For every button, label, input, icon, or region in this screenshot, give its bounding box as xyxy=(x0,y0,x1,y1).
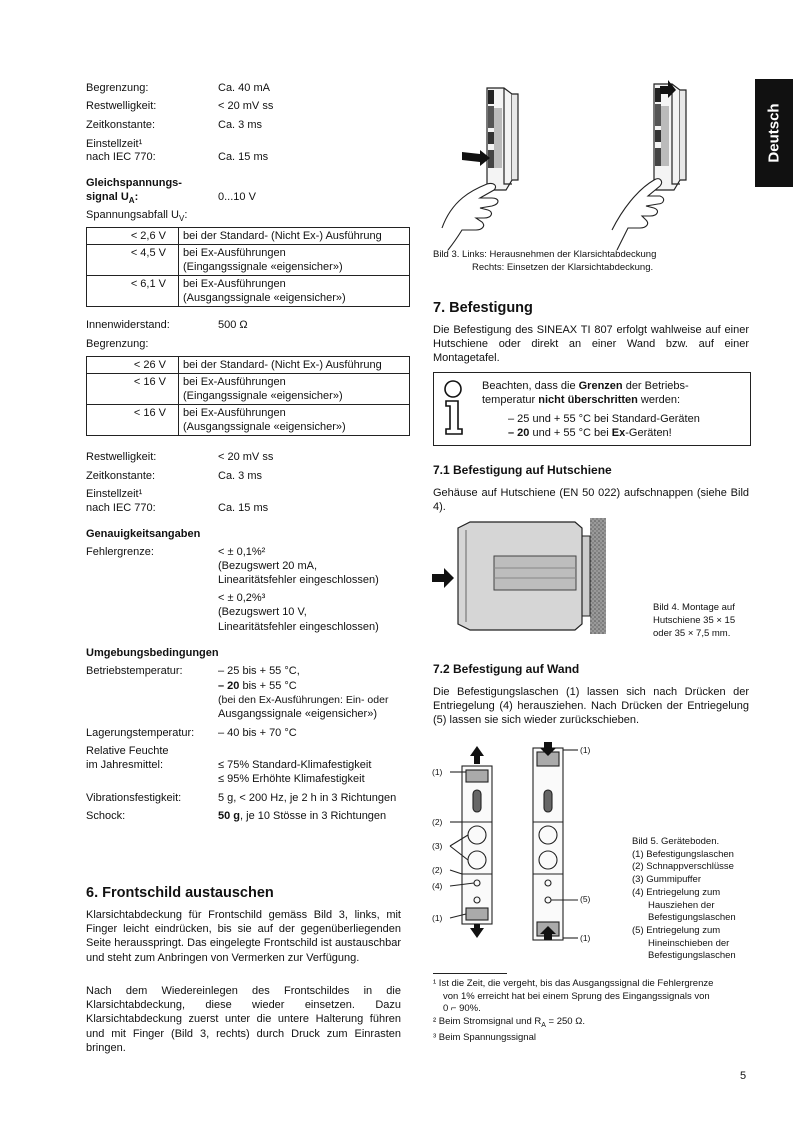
spec-value: ≤ 95% Erhöhte Klimafestigkeit xyxy=(218,773,365,785)
note-text: werden: xyxy=(637,394,681,406)
footnote xyxy=(433,1016,713,1032)
section-title: 7. Befestigung xyxy=(433,300,533,316)
spec-label: Innenwiderstand: xyxy=(86,319,170,331)
table-cell: < 16 V xyxy=(87,405,179,436)
paragraph: Klarsichtabdeckung für Frontschild gemäss Bild 3, links, mit Finger leicht eindrücken, bis sie auf der gegenüberliegenden Seite herausspringt. Das eingelegte Frontschild ist austauschbar und steht zum Anbringen von Vermerken zur Verfügung. xyxy=(86,909,401,964)
bild3-caption: Rechts: Einsetzen der Klarsichtabdeckung. xyxy=(472,262,654,273)
callout-label: (2) xyxy=(432,865,443,875)
spec-label: Einstellzeit¹ xyxy=(86,488,143,500)
spec-value: Ca. 40 mA xyxy=(218,82,270,94)
note-line: – 25 und + 55 °C bei Standard-Geräten xyxy=(508,413,700,425)
cell-line: bei Ex-Ausführungen xyxy=(183,407,286,419)
bild3-caption: Bild 3. Links: Herausnehmen der Klarsichtabdeckung xyxy=(433,249,657,260)
bold-value: – 20 xyxy=(218,680,240,692)
heading-text: signal U xyxy=(86,191,129,203)
spec-label: nach IEC 770: xyxy=(86,502,156,514)
spec-label: Lagerungstemperatur: xyxy=(86,727,195,739)
label-text: Spannungsabfall U xyxy=(86,209,179,221)
table-row xyxy=(87,245,410,276)
section-heading: Umgebungsbedingungen xyxy=(86,647,219,659)
subscript: A xyxy=(128,196,135,206)
voltage-drop-table xyxy=(86,227,410,307)
spec-value: Ca. 15 ms xyxy=(218,502,269,514)
bold-value: 50 g xyxy=(218,810,241,822)
bild3-illustration xyxy=(432,80,732,252)
table-cell: bei der Standard- (Nicht Ex-) Ausführung xyxy=(179,357,410,374)
note-text: und + 55 °C bei xyxy=(529,427,612,439)
spec-label: Fehlergrenze: xyxy=(86,546,154,558)
note-bold: – 20 xyxy=(508,427,530,439)
spec-value: < 20 mV ss xyxy=(218,100,274,112)
callout-label: (1) xyxy=(432,767,443,777)
caption-line: Bild 5. Geräteboden. xyxy=(632,836,720,847)
colon: : xyxy=(134,191,139,203)
spec-value: 0...10 V xyxy=(218,191,256,203)
spec-value: 500 Ω xyxy=(218,319,248,331)
subsection-title: 7.1 Befestigung auf Hutschiene xyxy=(433,463,612,477)
subscript: V xyxy=(178,214,185,224)
callout-label: (2) xyxy=(432,817,443,827)
footnote-text: = 250 Ω. xyxy=(545,1015,585,1027)
caption-line: (5) Entriegelung zum xyxy=(632,924,721,936)
paragraph: Die Befestigungslaschen (1) lassen sich nach Drücken der Entriegelung (4) herausziehen. Nach Drücken der Entriegelung (5) lassen sie sich wieder zurückschieben. xyxy=(433,686,749,727)
table-cell xyxy=(179,245,410,276)
paragraph: Gehäuse auf Hutschiene (EN 50 022) aufschnappen (siehe Bild 4). xyxy=(433,487,749,514)
spec-value: Linearitätsfehler eingeschlossen) xyxy=(218,574,379,586)
table-row xyxy=(87,405,410,436)
note-line xyxy=(482,379,689,393)
caption-line: Befestigungslaschen xyxy=(648,912,736,924)
cell-line: bei Ex-Ausführungen xyxy=(183,247,286,259)
callout-label: (5) xyxy=(580,894,591,904)
paragraph: Die Befestigung des SINEAX TI 807 erfolgt wahlweise auf einer Hutschiene oder direkt an einer Wand bzw. auf einer Montagetafel. xyxy=(433,324,749,365)
subsection-title: 7.2 Befestigung auf Wand xyxy=(433,662,580,676)
note-text: temperatur xyxy=(482,394,539,406)
note-bold: nicht überschritten xyxy=(538,394,638,406)
cell-line: (Ausgangssignale «eigensicher») xyxy=(183,292,346,304)
cell-line: bei Ex-Ausführungen xyxy=(183,278,286,290)
footnote-divider xyxy=(433,973,507,974)
spec-value: ≤ 75% Standard-Klimafestigkeit xyxy=(218,759,372,771)
callout-label: (3) xyxy=(432,841,443,851)
section-heading xyxy=(86,190,138,208)
spec-value: Ca. 3 ms xyxy=(218,119,263,131)
limit-table xyxy=(86,356,410,436)
note-text: -Geräten! xyxy=(625,427,672,439)
bild4-caption: Hutschiene 35 × 15 xyxy=(653,615,736,626)
spec-value: < ± 0,1%² xyxy=(218,546,266,558)
note-bold: Ex xyxy=(611,427,626,439)
callout-label: (1) xyxy=(580,933,591,943)
callout-label: (1) xyxy=(580,745,591,755)
spec-label: Restwelligkeit: xyxy=(86,451,157,463)
note-line xyxy=(482,393,680,407)
table-row xyxy=(87,374,410,405)
language-tab[interactable] xyxy=(755,79,793,187)
spec-value: (Bezugswert 10 V, xyxy=(218,606,307,618)
caption-line: Hineinschieben der xyxy=(648,937,730,949)
footnote: 0 ⌐ 90%. xyxy=(443,1003,481,1015)
colon: : xyxy=(184,209,188,221)
spec-label: Restwelligkeit: xyxy=(86,100,157,112)
language-tab-label: Deutsch xyxy=(765,103,783,163)
value-text: bis + 55 °C xyxy=(239,680,297,692)
spec-value xyxy=(218,809,386,823)
caption-line: (3) Gummipuffer xyxy=(632,874,701,886)
table-cell: < 26 V xyxy=(87,357,179,374)
spec-label: Einstellzeit¹ xyxy=(86,138,143,150)
cell-line: bei Ex-Ausführungen xyxy=(183,376,286,388)
table-cell: < 6,1 V xyxy=(87,276,179,307)
callout-label: (4) xyxy=(432,881,443,891)
caption-line: (1) Befestigungslaschen xyxy=(632,848,734,860)
section-heading: Gleichspannungs- xyxy=(86,177,182,189)
table-row xyxy=(87,228,410,245)
bild4-caption: oder 35 × 7,5 mm. xyxy=(653,628,731,639)
table-cell: bei der Standard- (Nicht Ex-) Ausführung xyxy=(179,228,410,245)
bild4-caption: Bild 4. Montage auf xyxy=(653,602,735,613)
table-cell xyxy=(179,405,410,436)
note-line xyxy=(508,426,672,440)
cell-line: (Eingangssignale «eigensicher») xyxy=(183,261,343,273)
spec-label: Relative Feuchte xyxy=(86,745,169,757)
spec-value: Ca. 3 ms xyxy=(218,470,263,482)
footnote: ³ Beim Spannungssignal xyxy=(433,1032,536,1044)
table-cell xyxy=(179,276,410,307)
spec-label: Schock: xyxy=(86,810,126,822)
spec-value: < ± 0,2%³ xyxy=(218,592,266,604)
table-cell xyxy=(179,374,410,405)
spec-label: Zeitkonstante: xyxy=(86,470,156,482)
spec-label: Vibrationsfestigkeit: xyxy=(86,792,182,804)
section-title: 6. Frontschild austauschen xyxy=(86,885,274,901)
spec-value: (bei den Ex-Ausführungen: Ein- oder xyxy=(218,694,389,706)
note-text: der Betriebs- xyxy=(622,380,689,392)
section-heading: Genauigkeitsangaben xyxy=(86,528,201,540)
bild5-caption xyxy=(632,836,736,963)
paragraph: Nach dem Wiedereinlegen des Frontschildes in die Klarsichtabdeckung, diese wieder einsetzen. Dazu Klarsichtabdeckung zuerst unter die untere Halterung führen und mit Finger (Bild 3, rechts) durch Druck zum Einrasten bringen. xyxy=(86,985,401,1054)
caption-line: (4) Entriegelung zum xyxy=(632,886,721,898)
cell-line: (Ausgangssignale «eigensicher») xyxy=(183,421,346,433)
spec-value: Linearitätsfehler eingeschlossen) xyxy=(218,621,379,633)
spec-value: (Bezugswert 20 mA, xyxy=(218,560,318,572)
spec-label: Zeitkonstante: xyxy=(86,119,156,131)
footnote: ¹ Ist die Zeit, die vergeht, bis das Ausgangssignal die Fehlergrenze xyxy=(433,978,714,989)
table-cell: < 2,6 V xyxy=(87,228,179,245)
spec-value xyxy=(218,679,297,693)
table-cell: < 4,5 V xyxy=(87,245,179,276)
spec-value: Ausgangssignale «eigensicher») xyxy=(218,708,377,720)
spec-label: Begrenzung: xyxy=(86,338,149,350)
value-text: , je 10 Stösse in 3 Richtungen xyxy=(240,810,387,822)
table-cell: < 16 V xyxy=(87,374,179,405)
bild5-illustration xyxy=(430,742,600,942)
subscript: A xyxy=(541,1021,546,1029)
caption-line: Hausziehen der xyxy=(648,899,715,911)
cell-line: (Eingangssignale «eigensicher») xyxy=(183,390,343,402)
note-text: Beachten, dass die xyxy=(482,380,579,392)
note-bold: Grenzen xyxy=(578,380,623,392)
footnotes xyxy=(433,978,713,1045)
caption-line: (2) Schnappverschlüsse xyxy=(632,861,734,873)
bild4-illustration xyxy=(430,516,610,636)
spec-value: – 25 bis + 55 °C, xyxy=(218,665,300,677)
spec-label: Betriebstemperatur: xyxy=(86,665,183,677)
spec-value: 5 g, < 200 Hz, je 2 h in 3 Richtungen xyxy=(218,792,397,804)
page-number: 5 xyxy=(740,1070,747,1082)
caption-line: Befestigungslaschen xyxy=(648,950,736,962)
spec-label: Begrenzung: xyxy=(86,82,149,94)
spec-value: Ca. 15 ms xyxy=(218,151,269,163)
callout-label: (1) xyxy=(432,913,443,923)
info-icon xyxy=(442,379,468,437)
table-row xyxy=(87,357,410,374)
spec-label: im Jahresmittel: xyxy=(86,759,164,771)
spec-label: nach IEC 770: xyxy=(86,151,156,163)
info-note xyxy=(433,372,751,446)
footnote-text: ² Beim Stromsignal und R xyxy=(433,1015,542,1027)
footnote: von 1% erreicht hat bei einem Sprung des Eingangssignals von xyxy=(443,990,710,1002)
spec-label xyxy=(86,208,187,226)
table-row xyxy=(87,276,410,307)
spec-value: < 20 mV ss xyxy=(218,451,274,463)
spec-value: – 40 bis + 70 °C xyxy=(218,727,297,739)
